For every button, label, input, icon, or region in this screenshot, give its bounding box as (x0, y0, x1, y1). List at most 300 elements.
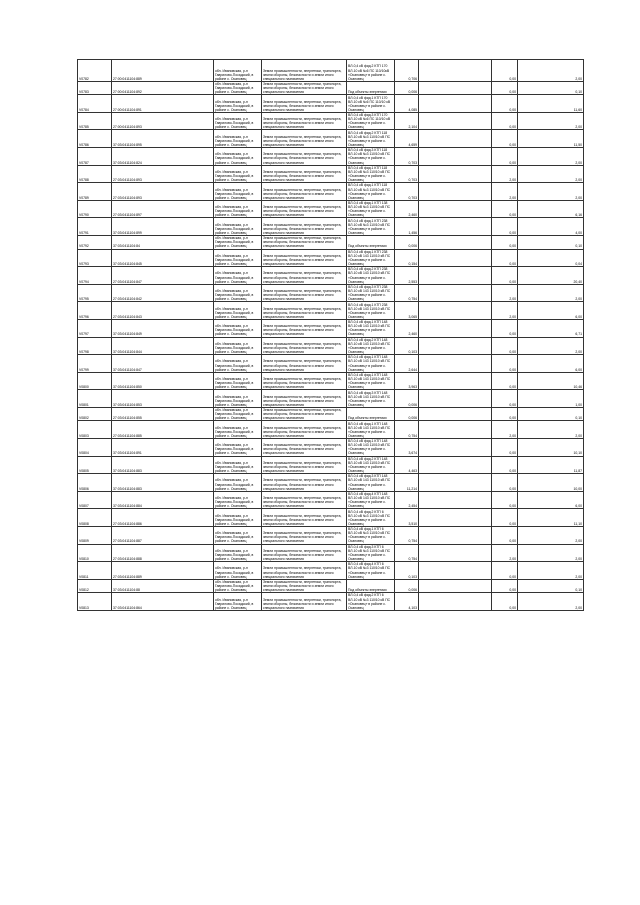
cell-area: 3,963 (395, 372, 419, 390)
cell-land-category: Земли промышленности, энергетики, транспорта, земли обороны, безопасности и земли иного специального назначения (262, 337, 347, 355)
cell-value-c: 2,00 (518, 165, 584, 183)
cell-cadastral-number: 27:03:0411104:847 (112, 267, 214, 285)
cell-address: обл. Ивановская, р-н Гаврилово-Посадский, в районе с. Осановец (214, 355, 262, 373)
table-row (78, 148, 584, 166)
cell-value-b: 0,00 (492, 95, 518, 113)
cell-permitted-use: ВЛ-0,4 кВ фид.1 КТП 148 ВЛ-10 кВ 143 110/10 кВ ПС «Осановец» в районе с. Осановец (347, 372, 395, 390)
cell-permitted-use: ВЛ-0,4 кВ фид.1 КТП 170 ВЛ-10 кВ №6 ПС 110/10 кВ «Осановец» в районе с. Осановец (347, 95, 395, 113)
cell-value-b: 0,00 (492, 337, 518, 355)
table-row (78, 474, 584, 492)
table-row (78, 302, 584, 320)
cell-address: обл. Ивановская, р-н Гаврилово-Посадский, в районе с. Осановец (214, 249, 262, 267)
cell-number: V0792 (78, 236, 112, 250)
cell-number: V0791 (78, 218, 112, 236)
cell-permitted-use: Под объекты энергетики (347, 407, 395, 421)
cell-cadastral-number: 37:03:0411104:88 (112, 579, 214, 593)
cell-address: обл. Ивановская, р-н Гаврилово-Посадский, в районе с. Осановец (214, 421, 262, 439)
cell-permitted-use: ВЛ-0,4 кВ фид.1 КТП 138 ВЛ-10 кВ №3 110/10 кВ ПС «Осановец» в районе с. Осановец (347, 200, 395, 218)
cell-value-b: 0,00 (492, 579, 518, 593)
cell-value-b: 0,00 (492, 200, 518, 218)
cell-cadastral-number: 27:03:0411104:893 (112, 183, 214, 201)
cell-area: 0,754 (395, 284, 419, 302)
cell-value-c: 0,10 (518, 579, 584, 593)
cell-land-category: Земли промышленности, энергетики, транспорта, земли обороны, безопасности и земли иного специального назначения (262, 491, 347, 509)
cell-area: 0,006 (395, 81, 419, 95)
cell-land-category: Земли промышленности, энергетики, транспорта, земли обороны, безопасности и земли иного специального назначения (262, 130, 347, 148)
cell-value-c: 2,00 (518, 544, 584, 562)
cell-permitted-use: ВЛ-0,4 кВ фид.1 КТП 238 ВЛ-10 кВ 143 110/10 кВ ПС «Осановец» в районе с. Осановец (347, 302, 395, 320)
cell-address: обл. Ивановская, р-н Гаврилово-Посадский, в районе с. Осановец (214, 593, 262, 611)
cell-cadastral-number: 27:00:0411104:893 (112, 112, 214, 130)
table-row (78, 319, 584, 337)
cell-cadastral-number: 27:03:0411104:889 (112, 562, 214, 580)
cell-permitted-use: ВЛ-0,4 кВ фид.2 КТП 6 ВЛ-10 кВ №3 110/10 кВ ПС «Осановец» в районе с. Осановец (347, 509, 395, 527)
cell-permitted-use: Под объекты энергетики (347, 236, 395, 250)
cell-area: 4,103 (395, 593, 419, 611)
cell-permitted-use: ВЛ-0,4 кВ фид.3 КТП 238 ВЛ-10 кВ 143 110/10 кВ ПС «Осановец» в районе с. Осановец (347, 284, 395, 302)
cell-area: 0,006 (395, 236, 419, 250)
cell-value-c: 20,40 (518, 267, 584, 285)
table-row (78, 526, 584, 544)
cell-address: обл. Ивановская, р-н Гаврилово-Посадский, в районе с. Осановец (214, 267, 262, 285)
cell-permitted-use: ВЛ-0,4 кВ фид.3 КТП 6 ВЛ-10 кВ №3 110/10 кВ ПС «Осановец» в районе с. Осановец (347, 544, 395, 562)
table-row (78, 95, 584, 113)
cell-land-category: Земли промышленности, энергетики, транспорта, земли обороны, безопасности и земли иного специального назначения (262, 284, 347, 302)
cell-value-c: 2,00 (518, 337, 584, 355)
cell-number: V0795 (78, 284, 112, 302)
cell-cadastral-number: 27:03:0411104:842 (112, 284, 214, 302)
cell-value-b: 0,00 (492, 593, 518, 611)
cell-land-category: Земли промышленности, энергетики, транспорта, земли обороны, безопасности и земли иного специального назначения (262, 218, 347, 236)
cell-area: 0,103 (395, 337, 419, 355)
cell-cadastral-number: 37:03:0411104:895 (112, 130, 214, 148)
cell-address: обл. Ивановская, р-н Гаврилово-Посадский, в районе с. Осановец (214, 183, 262, 201)
cell-value-b: 0,00 (492, 319, 518, 337)
cell-permitted-use: ВЛ-0,4 кВ фид.1 КТП 148 ВЛ-10 кВ 143 110/10 кВ ПС «Осановец» в районе с. Осановец (347, 421, 395, 439)
cell-empty (419, 81, 492, 95)
cell-address: обл. Ивановская, р-н Гаврилово-Посадский, в районе с. Осановец (214, 95, 262, 113)
cell-land-category: Земли промышленности, энергетики, транспорта, земли обороны, безопасности и земли иного специального назначения (262, 456, 347, 474)
cell-number: V0805 (78, 456, 112, 474)
cell-land-category: Земли промышленности, энергетики, транспорта, земли обороны, безопасности и земли иного специального назначения (262, 200, 347, 218)
cell-cadastral-number: 27:03:0411104:897 (112, 200, 214, 218)
cell-land-category: Земли промышленности, энергетики, транспорта, земли обороны, безопасности и земли иного специального назначения (262, 372, 347, 390)
cell-cadastral-number: 37:03:0411104:850 (112, 372, 214, 390)
cell-value-c: 2,00 (518, 112, 584, 130)
cell-permitted-use: ВЛ-0,4 кВ фид.1 КТП 148 ВЛ-10 кВ 143 110/10 кВ ПС «Осановец» в районе с. Осановец (347, 355, 395, 373)
cell-value-c: 6,16 (518, 200, 584, 218)
cell-empty (419, 456, 492, 474)
cell-area: 1,456 (395, 218, 419, 236)
cell-cadastral-number: 37:03:0411104:899 (112, 218, 214, 236)
cell-permitted-use: Под объекты энергетики (347, 81, 395, 95)
cell-empty (419, 421, 492, 439)
cell-land-category: Земли промышленности, энергетики, транспорта, земли обороны, безопасности и земли иного специального назначения (262, 421, 347, 439)
cell-cadastral-number: 27:03:0411104:885 (112, 421, 214, 439)
cell-value-b: 0,00 (492, 130, 518, 148)
cell-address: обл. Ивановская, р-н Гаврилово-Посадский, в районе с. Осановец (214, 438, 262, 456)
cell-permitted-use: ВЛ-0,4 кВ фид.2 КТП 148 ВЛ-10 кВ 143 110/10 кВ ПС «Осановец» в районе с. Осановец (347, 456, 395, 474)
cell-number: V0806 (78, 474, 112, 492)
cell-land-category: Земли промышленности, энергетики, транспорта, земли обороны, безопасности и земли иного специального назначения (262, 60, 347, 82)
cell-permitted-use: ВЛ-0,4 кВ фид.2 КТП 238 ВЛ-10 кВ 143 110/10 кВ ПС «Осановец» в районе с. Осановец (347, 267, 395, 285)
cell-value-b: 0,00 (492, 562, 518, 580)
table-row (78, 491, 584, 509)
table-row (78, 421, 584, 439)
cell-area: 3,510 (395, 509, 419, 527)
cell-value-c: 0,04 (518, 249, 584, 267)
cell-address: обл. Ивановская, р-н Гаврилово-Посадский, в районе с. Осановец (214, 372, 262, 390)
cell-area: 0,703 (395, 148, 419, 166)
cell-land-category: Земли промышленности, энергетики, транспорта, земли обороны, безопасности и земли иного специального назначения (262, 579, 347, 593)
cell-address: обл. Ивановская, р-н Гаврилово-Посадский, в районе с. Осановец (214, 579, 262, 593)
cell-number: V0784 (78, 95, 112, 113)
cell-value-c: 0,10 (518, 236, 584, 250)
cell-address: обл. Ивановская, р-н Гаврилово-Посадский, в районе с. Осановец (214, 526, 262, 544)
cell-permitted-use: ВЛ-0,4 кВ фид.1 КТП 238 ВЛ-10 кВ №3 110/10 кВ ПС «Осановец» в районе с. Осановец (347, 218, 395, 236)
table-row (78, 544, 584, 562)
table-row (78, 372, 584, 390)
cell-area: 4,463 (395, 456, 419, 474)
cell-area: 0,754 (395, 526, 419, 544)
cell-cadastral-number: 37:03:0411104:849 (112, 319, 214, 337)
cell-value-b: 0,00 (492, 81, 518, 95)
cell-address: обл. Ивановская, р-н Гаврилово-Посадский, в районе с. Осановец (214, 81, 262, 95)
table-row (78, 593, 584, 611)
cell-permitted-use: Под объекты энергетики (347, 579, 395, 593)
cell-empty (419, 218, 492, 236)
cell-empty (419, 355, 492, 373)
cell-value-c: 4,00 (518, 218, 584, 236)
cell-number: V0804 (78, 438, 112, 456)
cell-land-category: Земли промышленности, энергетики, транспорта, земли обороны, безопасности и земли иного специального назначения (262, 112, 347, 130)
cell-value-b: 0,00 (492, 112, 518, 130)
cell-empty (419, 438, 492, 456)
cell-empty (419, 249, 492, 267)
cell-value-c: 0,10 (518, 407, 584, 421)
cell-permitted-use: ВЛ-0,4 кВ фид.3 КТП 118 ВЛ-10 кВ №3 110/10 кВ ПС «Осановец» в районе с. Осановец (347, 148, 395, 166)
table-body (78, 60, 584, 611)
cell-permitted-use: ВЛ-0,4 кВ фид.4 КТП 6 ВЛ-10 кВ №3 110/10 кВ ПС «Осановец» в районе с. Осановец (347, 562, 395, 580)
cell-number: V0808 (78, 509, 112, 527)
cell-value-c: 6,71 (518, 319, 584, 337)
cell-area: 0,006 (395, 390, 419, 408)
cell-land-category: Земли промышленности, энергетики, транспорта, земли обороны, безопасности и земли иного специального назначения (262, 509, 347, 527)
cell-land-category: Земли промышленности, энергетики, транспорта, земли обороны, безопасности и земли иного специального назначения (262, 302, 347, 320)
cell-number: V0786 (78, 130, 112, 148)
cell-empty (419, 372, 492, 390)
cell-value-b: 2,00 (492, 183, 518, 201)
cell-area: 0,006 (395, 407, 419, 421)
cell-cadastral-number: 27:03:0411104:888 (112, 544, 214, 562)
cell-area: 0,006 (395, 579, 419, 593)
cell-address: обл. Ивановская, р-н Гаврилово-Посадский, в районе с. Осановец (214, 407, 262, 421)
cell-value-c: 2,00 (518, 148, 584, 166)
cell-value-b: 0,00 (492, 249, 518, 267)
cell-value-b: 0,00 (492, 438, 518, 456)
table-row (78, 183, 584, 201)
cell-value-c: 10,46 (518, 372, 584, 390)
cell-land-category: Земли промышленности, энергетики, транспорта, земли обороны, безопасности и земли иного специального назначения (262, 148, 347, 166)
table-row (78, 284, 584, 302)
cell-land-category: Земли промышленности, энергетики, транспорта, земли обороны, безопасности и земли иного специального назначения (262, 95, 347, 113)
cell-empty (419, 236, 492, 250)
cell-area: 0,103 (395, 562, 419, 580)
cell-area: 0,754 (395, 421, 419, 439)
cell-area: 2,104 (395, 112, 419, 130)
cell-empty (419, 183, 492, 201)
cell-number: V0797 (78, 319, 112, 337)
cell-permitted-use: ВЛ-0,4 кВ фид.3 КТП 148 ВЛ-10 кВ 143 110/10 кВ ПС «Осановец» в районе с. Осановец (347, 390, 395, 408)
cell-address: обл. Ивановская, р-н Гаврилово-Посадский, в районе с. Осановец (214, 456, 262, 474)
cell-number: V0813 (78, 593, 112, 611)
cell-value-c: 2,00 (518, 284, 584, 302)
cell-value-c: 10,00 (518, 474, 584, 492)
cell-cadastral-number: 37:03:0411104:891 (112, 438, 214, 456)
table-row (78, 337, 584, 355)
cell-number: V0785 (78, 112, 112, 130)
cell-land-category: Земли промышленности, энергетики, транспорта, земли обороны, безопасности и земли иного специального назначения (262, 544, 347, 562)
cell-number: V0802 (78, 407, 112, 421)
cell-land-category: Земли промышленности, энергетики, транспорта, земли обороны, безопасности и земли иного специального назначения (262, 183, 347, 201)
cell-permitted-use: ВЛ-0,4 кВ фид.2 КТП 148 ВЛ-10 кВ 143 110/10 кВ ПС «Осановец» в районе с. Осановец (347, 337, 395, 355)
cell-value-c: 11,50 (518, 130, 584, 148)
table-row (78, 456, 584, 474)
cell-cadastral-number: 37:03:0411104:864 (112, 593, 214, 611)
cell-value-b: 0,00 (492, 148, 518, 166)
table-row (78, 249, 584, 267)
cell-address: обл. Ивановская, р-н Гаврилово-Посадский, в районе с. Осановец (214, 544, 262, 562)
cell-area: 11,214 (395, 474, 419, 492)
cell-value-b: 0,00 (492, 218, 518, 236)
cell-land-category: Земли промышленности, энергетики, транспорта, земли обороны, безопасности и земли иного специального назначения (262, 81, 347, 95)
cell-number: V0788 (78, 165, 112, 183)
cell-cadastral-number: 37:03:0411104:853 (112, 390, 214, 408)
cell-address: обл. Ивановская, р-н Гаврилово-Посадский, в районе с. Осановец (214, 509, 262, 527)
cell-land-category: Земли промышленности, энергетики, транспорта, земли обороны, безопасности и земли иного специального назначения (262, 236, 347, 250)
cell-area: 0,154 (395, 249, 419, 267)
cell-value-c: 6,00 (518, 302, 584, 320)
cell-cadastral-number: 27:00:0411104:889 (112, 60, 214, 82)
cell-address: обл. Ивановская, р-н Гаврилово-Посадский, в районе с. Осановец (214, 562, 262, 580)
cell-cadastral-number: 37:03:0411104:883 (112, 474, 214, 492)
cell-cadastral-number: 37:03:0411104:884 (112, 491, 214, 509)
cell-value-b: 0,00 (492, 355, 518, 373)
cell-area: 4,659 (395, 130, 419, 148)
cell-empty (419, 509, 492, 527)
cell-land-category: Земли промышленности, энергетики, транспорта, земли обороны, безопасности и земли иного специального назначения (262, 249, 347, 267)
cell-permitted-use: ВЛ-0,4 кВ фид.3 КТП 148 ВЛ-10 кВ 143 110/10 кВ ПС «Осановец» в районе с. Осановец (347, 474, 395, 492)
cell-cadastral-number: 27:03:0411104:887 (112, 526, 214, 544)
table-row (78, 218, 584, 236)
cell-cadastral-number: 37:03:0411104:84 (112, 236, 214, 250)
cell-value-b: 0,00 (492, 491, 518, 509)
cell-cadastral-number: 37:03:0411104:844 (112, 337, 214, 355)
cell-empty (419, 200, 492, 218)
cell-empty (419, 593, 492, 611)
cell-address: обл. Ивановская, р-н Гаврилово-Посадский, в районе с. Осановец (214, 390, 262, 408)
cell-land-category: Земли промышленности, энергетики, транспорта, земли обороны, безопасности и земли иного специального назначения (262, 390, 347, 408)
cell-empty (419, 474, 492, 492)
cell-permitted-use: ВЛ-0,4 кВ фид.1 КТП 118 ВЛ-10 кВ №3 110/10 кВ ПС «Осановец» в районе с. Осановец (347, 165, 395, 183)
cell-address: обл. Ивановская, р-н Гаврилово-Посадский, в районе с. Осановец (214, 130, 262, 148)
cell-empty (419, 337, 492, 355)
cell-address: обл. Ивановская, р-н Гаврилово-Посадский, в районе с. Осановец (214, 148, 262, 166)
cell-empty (419, 526, 492, 544)
cell-value-c: 0,10 (518, 81, 584, 95)
cell-area: 0,703 (395, 165, 419, 183)
cell-value-c: 6,00 (518, 491, 584, 509)
cell-value-b: 0,00 (492, 372, 518, 390)
cell-land-category: Земли промышленности, энергетики, транспорта, земли обороны, безопасности и земли иного специального назначения (262, 319, 347, 337)
table-row (78, 355, 584, 373)
cell-land-category: Земли промышленности, энергетики, транспорта, земли обороны, безопасности и земли иного специального назначения (262, 593, 347, 611)
cell-empty (419, 319, 492, 337)
cell-value-b: 2,00 (492, 421, 518, 439)
cell-cadastral-number: 27:03:0411104:855 (112, 407, 214, 421)
cell-cadastral-number: 27:03:0411104:886 (112, 509, 214, 527)
cell-value-c: 2,00 (518, 60, 584, 82)
cell-value-b: 0,00 (492, 236, 518, 250)
cell-permitted-use: ВЛ-0,4 кВ фид.2 КТП 6 ВЛ-10 кВ №3 110/10 кВ ПС «Осановец» в районе с. Осановец (347, 593, 395, 611)
table-row (78, 438, 584, 456)
cell-value-b: 0,00 (492, 60, 518, 82)
cell-address: обл. Ивановская, р-н Гаврилово-Посадский, в районе с. Осановец (214, 319, 262, 337)
cell-value-b: 2,00 (492, 284, 518, 302)
cell-number: V0812 (78, 579, 112, 593)
table-row (78, 81, 584, 95)
cell-value-b: 0,00 (492, 509, 518, 527)
cell-value-c: 2,00 (518, 183, 584, 201)
cell-value-c: 11,60 (518, 95, 584, 113)
cell-address: обл. Ивановская, р-н Гаврилово-Посадский, в районе с. Осановец (214, 491, 262, 509)
cell-area: 4,085 (395, 95, 419, 113)
table-row (78, 562, 584, 580)
cell-number: V0789 (78, 183, 112, 201)
cell-value-b: 0,00 (492, 407, 518, 421)
cell-area: 0,754 (395, 544, 419, 562)
cell-land-category: Земли промышленности, энергетики, транспорта, земли обороны, безопасности и земли иного специального назначения (262, 526, 347, 544)
cell-value-b: 0,00 (492, 474, 518, 492)
land-plots-table (77, 59, 584, 611)
cell-number: V0800 (78, 372, 112, 390)
cell-number: V0798 (78, 337, 112, 355)
cell-address: обл. Ивановская, р-н Гаврилово-Посадский, в районе с. Осановец (214, 60, 262, 82)
cell-number: V0803 (78, 421, 112, 439)
cell-value-b: 0,00 (492, 267, 518, 285)
cell-empty (419, 390, 492, 408)
cell-cadastral-number: 27:00:0411104:892 (112, 81, 214, 95)
cell-value-b: 2,00 (492, 302, 518, 320)
cell-address: обл. Ивановская, р-н Гаврилово-Посадский, в районе с. Осановец (214, 218, 262, 236)
table-row (78, 200, 584, 218)
table-row (78, 112, 584, 130)
table-row (78, 390, 584, 408)
cell-empty (419, 267, 492, 285)
cell-value-c: 1,00 (518, 390, 584, 408)
cell-number: V0794 (78, 267, 112, 285)
cell-empty (419, 544, 492, 562)
cell-number: V0801 (78, 390, 112, 408)
cell-cadastral-number: 37:03:0411104:824 (112, 148, 214, 166)
cell-area: 0,706 (395, 60, 419, 82)
cell-permitted-use: ВЛ-0,4 кВ фид.1 КТП 118 ВЛ-10 кВ №3 110/10 кВ ПС «Осановец» в районе с. Осановец (347, 183, 395, 201)
cell-value-c: 6,00 (518, 355, 584, 373)
cell-area: 2,460 (395, 200, 419, 218)
cell-number: V0783 (78, 81, 112, 95)
cell-empty (419, 95, 492, 113)
cell-permitted-use: ВЛ-0,4 кВ фид.1 КТП 148 ВЛ-10 кВ 143 110/10 кВ ПС «Осановец» в районе с. Осановец (347, 319, 395, 337)
cell-value-c: 2,00 (518, 593, 584, 611)
cell-address: обл. Ивановская, р-н Гаврилово-Посадский, в районе с. Осановец (214, 236, 262, 250)
table-row (78, 165, 584, 183)
cell-value-c: 11,10 (518, 509, 584, 527)
cell-value-c: 10,10 (518, 438, 584, 456)
cell-area: 2,454 (395, 491, 419, 509)
cell-value-c: 2,00 (518, 421, 584, 439)
cell-empty (419, 165, 492, 183)
cell-empty (419, 60, 492, 82)
cell-land-category: Земли промышленности, энергетики, транспорта, земли обороны, безопасности и земли иного специального назначения (262, 407, 347, 421)
cell-land-category: Земли промышленности, энергетики, транспорта, земли обороны, безопасности и земли иного специального назначения (262, 474, 347, 492)
cell-number: V0793 (78, 249, 112, 267)
cell-cadastral-number: 27:03:0411104:893 (112, 165, 214, 183)
cell-empty (419, 562, 492, 580)
cell-number: V0782 (78, 60, 112, 82)
cell-cadastral-number: 37:03:0411104:883 (112, 456, 214, 474)
cell-empty (419, 130, 492, 148)
cell-land-category: Земли промышленности, энергетики, транспорта, земли обороны, безопасности и земли иного специального назначения (262, 355, 347, 373)
cell-empty (419, 284, 492, 302)
cell-value-c: 2,00 (518, 562, 584, 580)
cell-area: 0,703 (395, 183, 419, 201)
cell-address: обл. Ивановская, р-н Гаврилово-Посадский, в районе с. Осановец (214, 337, 262, 355)
cell-empty (419, 148, 492, 166)
cell-number: V0811 (78, 562, 112, 580)
cell-value-b: 0,00 (492, 390, 518, 408)
cell-cadastral-number: 37:03:0411104:847 (112, 355, 214, 373)
table-row (78, 509, 584, 527)
cell-permitted-use: ВЛ-0,4 кВ фид.2 КТП 118 ВЛ-10 кВ №3 110/10 кВ ПС «Осановец» в районе с. Осановец (347, 130, 395, 148)
cell-permitted-use: ВЛ-0,4 кВ фид.1 КТП 238 ВЛ-10 кВ 143 110/10 кВ ПС «Осановец» в районе с. Осановец (347, 249, 395, 267)
cell-permitted-use: ВЛ-0,4 кВ фид.3 КТП 170 ВЛ-10 кВ №6 ПС 110/10 кВ «Осановец» в районе с. Осановец (347, 112, 395, 130)
cell-area: 3,674 (395, 438, 419, 456)
cell-address: обл. Ивановская, р-н Гаврилово-Посадский, в районе с. Осановец (214, 112, 262, 130)
cell-cadastral-number: 27:03:0411104:843 (112, 302, 214, 320)
cell-area: 2,553 (395, 267, 419, 285)
cell-land-category: Земли промышленности, энергетики, транспорта, земли обороны, безопасности и земли иного специального назначения (262, 267, 347, 285)
cell-address: обл. Ивановская, р-н Гаврилово-Посадский, в районе с. Осановец (214, 302, 262, 320)
spreadsheet-page (77, 59, 583, 611)
cell-cadastral-number: 37:03:0411104:845 (112, 249, 214, 267)
table-row (78, 130, 584, 148)
cell-value-b: 2,00 (492, 544, 518, 562)
table-row (78, 236, 584, 250)
cell-value-b: 2,00 (492, 165, 518, 183)
cell-value-c: 2,00 (518, 526, 584, 544)
cell-area: 3,065 (395, 302, 419, 320)
cell-value-c: 11,87 (518, 456, 584, 474)
cell-number: V0799 (78, 355, 112, 373)
cell-number: V0787 (78, 148, 112, 166)
cell-land-category: Земли промышленности, энергетики, транспорта, земли обороны, безопасности и земли иного специального назначения (262, 438, 347, 456)
cell-empty (419, 112, 492, 130)
cell-empty (419, 579, 492, 593)
cell-number: V0809 (78, 526, 112, 544)
cell-permitted-use: ВЛ-0,4 кВ фид.1 КТП 148 ВЛ-10 кВ 143 110/10 кВ ПС «Осановец» в районе с. Осановец (347, 438, 395, 456)
cell-value-b: 0,00 (492, 526, 518, 544)
cell-address: обл. Ивановская, р-н Гаврилово-Посадский, в районе с. Осановец (214, 284, 262, 302)
